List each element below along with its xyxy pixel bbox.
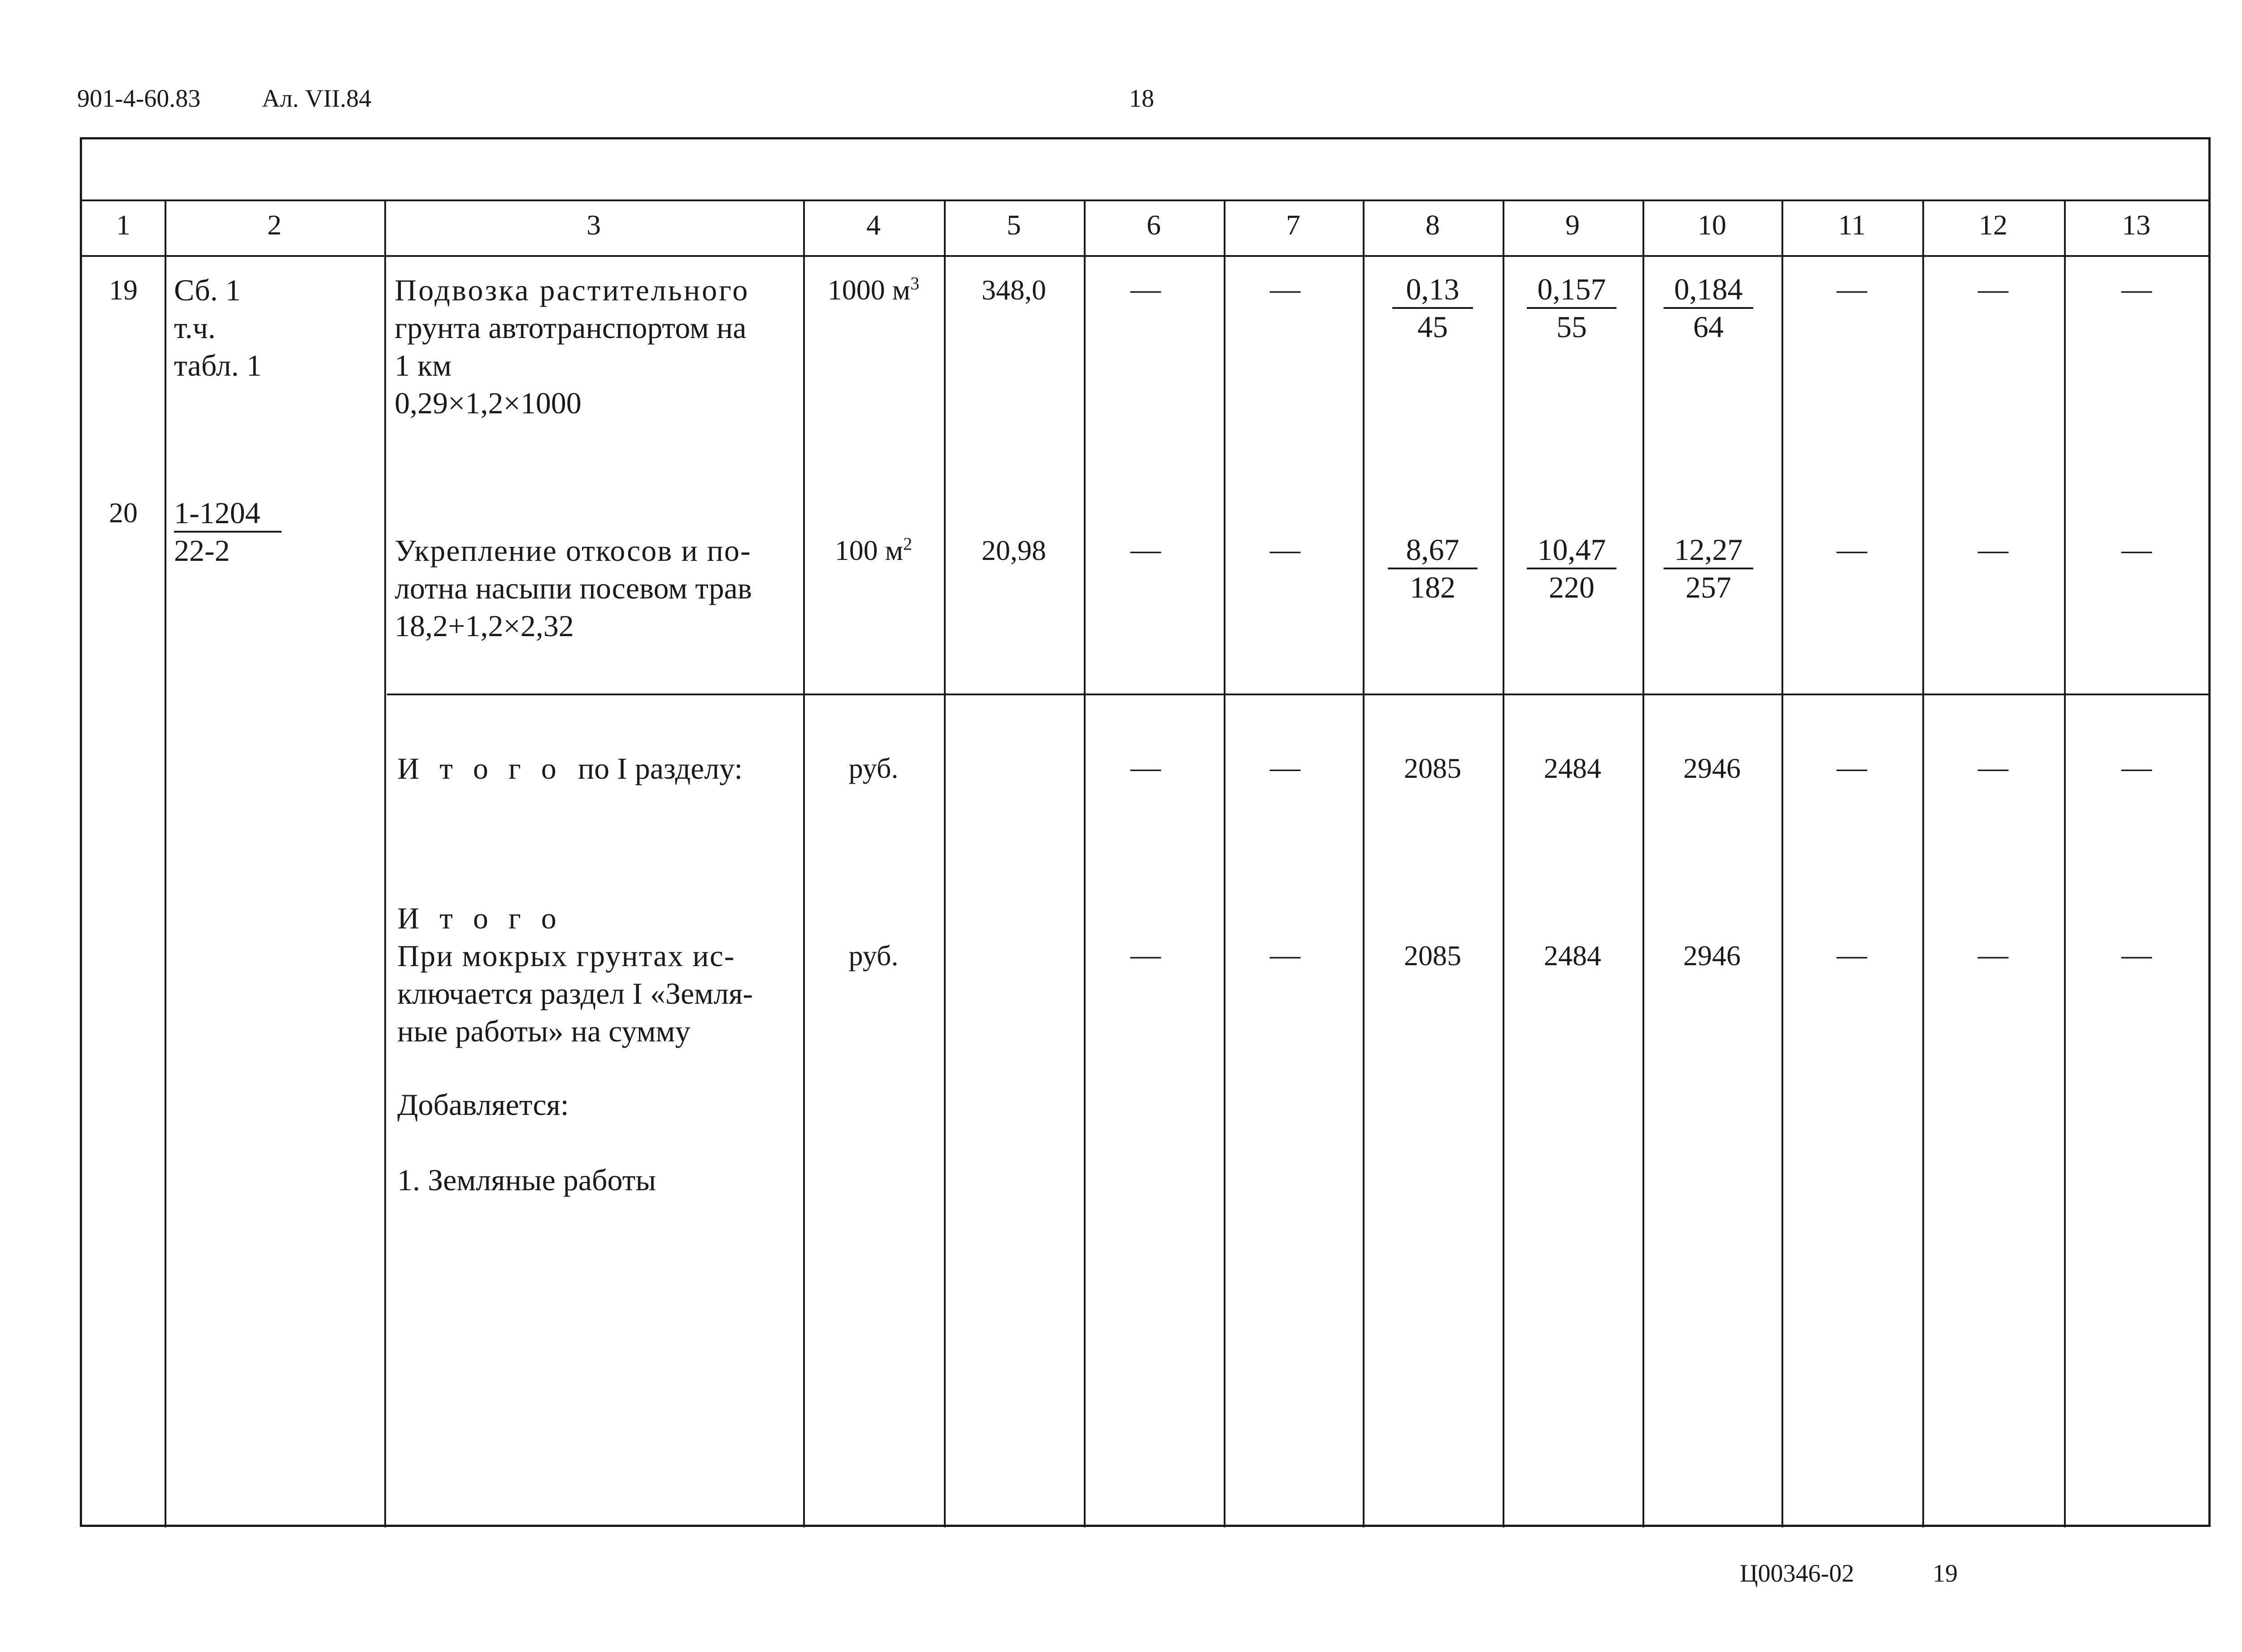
value-col13: — xyxy=(2121,937,2152,971)
work-description: Укрепление откосов и по- лотна насыпи посевом трав 18,2+1,2×2,32 xyxy=(395,533,752,643)
col-divider xyxy=(803,199,805,1527)
value-col9: $\frac{0,157}{55}$ xyxy=(1527,271,1616,345)
value-col6: — xyxy=(1130,532,1161,566)
page-number: 18 xyxy=(1129,85,1154,113)
added-item: 1. Земляные работы xyxy=(397,1163,656,1197)
total-label: И т о г о При мокрых грунтах ис- ключается раздел I «Земля- ные работы» на сумму xyxy=(397,901,753,1048)
col-divider xyxy=(1781,199,1783,1527)
value-col7: — xyxy=(1270,937,1300,971)
col-divider xyxy=(1084,199,1086,1527)
value-col8: $\frac{0,13}{45}$ xyxy=(1392,271,1473,345)
col-divider xyxy=(1503,199,1504,1527)
value-col11: — xyxy=(1837,532,1867,566)
col-divider xyxy=(384,199,386,1527)
col-divider xyxy=(1642,199,1644,1527)
value-col13: — xyxy=(2121,532,2152,566)
value-col11: — xyxy=(1837,750,1867,784)
value-col10: $\frac{12,27}{257}$ xyxy=(1664,532,1753,605)
value-col13: — xyxy=(2121,750,2152,784)
value-col11: — xyxy=(1837,937,1867,971)
col-divider xyxy=(1224,199,1225,1527)
unit: 100 $м^2$ xyxy=(834,533,912,566)
footer-page: 19 xyxy=(1933,1560,1958,1587)
value-col7: — xyxy=(1270,532,1300,566)
value-col9: $\frac{10,47}{220}$ xyxy=(1527,532,1616,605)
norm-reference: Сб. 1 т.ч. табл. 1 xyxy=(174,273,262,382)
subtotal-label: И т о г о по I разделу: xyxy=(397,751,743,785)
value-col6: — xyxy=(1130,272,1161,306)
added-heading: Добавляется: xyxy=(397,1088,569,1122)
work-description: Подвозка растительного грунта автотранспортом на 1 км 0,29×1,2×1000 xyxy=(395,273,750,420)
value-col6: — xyxy=(1130,937,1161,971)
col-header-6: 6 xyxy=(1147,209,1161,241)
col-header-8: 8 xyxy=(1425,209,1440,241)
col-divider xyxy=(2064,199,2066,1527)
quantity: 348,0 xyxy=(982,274,1046,306)
value-col8: $\frac{8,67}{182}$ xyxy=(1388,532,1477,605)
album-ref: Ал. VII.84 xyxy=(262,85,372,113)
norm-reference: $\frac{1-1204}{22-2}$ xyxy=(174,495,282,568)
value-col8: 2085 xyxy=(1404,752,1461,784)
value-col10: 2946 xyxy=(1683,940,1741,971)
value-col9: 2484 xyxy=(1544,940,1601,971)
subtotal-line xyxy=(387,694,2208,695)
col-header-7: 7 xyxy=(1286,209,1300,241)
col-header-13: 13 xyxy=(2122,209,2151,241)
value-col10: 2946 xyxy=(1683,752,1741,784)
row-number: 19 xyxy=(109,274,138,306)
value-col13: — xyxy=(2121,272,2152,306)
value-col12: — xyxy=(1978,937,2008,971)
col-header-5: 5 xyxy=(1007,209,1021,241)
col-header-10: 10 xyxy=(1698,209,1726,241)
value-col8: 2085 xyxy=(1404,940,1461,971)
value-col12: — xyxy=(1978,750,2008,784)
unit: руб. xyxy=(848,752,899,784)
header-top-line xyxy=(82,199,2208,201)
footer-code: Ц00346-02 xyxy=(1740,1560,1855,1587)
header-bottom-line xyxy=(82,255,2208,257)
value-col12: — xyxy=(1978,272,2008,306)
col-header-9: 9 xyxy=(1565,209,1580,241)
col-header-4: 4 xyxy=(866,209,881,241)
col-divider xyxy=(1363,199,1364,1527)
col-header-2: 2 xyxy=(267,209,282,241)
value-col10: $\frac{0,184}{64}$ xyxy=(1664,271,1753,345)
col-header-3: 3 xyxy=(587,209,601,241)
col-header-11: 11 xyxy=(1838,209,1866,241)
row-number: 20 xyxy=(109,497,138,529)
value-col11: — xyxy=(1837,272,1867,306)
value-col7: — xyxy=(1270,272,1300,306)
value-col9: 2484 xyxy=(1544,752,1601,784)
unit: руб. xyxy=(848,940,899,971)
col-header-1: 1 xyxy=(116,209,130,241)
doc-code: 901-4-60.83 xyxy=(77,85,201,113)
col-header-12: 12 xyxy=(1979,209,2007,241)
unit: 1000 $м^3$ xyxy=(827,273,920,306)
col-divider xyxy=(1922,199,1924,1527)
quantity: 20,98 xyxy=(982,534,1046,566)
col-divider xyxy=(165,199,166,1527)
col-divider xyxy=(944,199,946,1527)
value-col6: — xyxy=(1130,750,1161,784)
value-col7: — xyxy=(1270,750,1300,784)
value-col12: — xyxy=(1978,532,2008,566)
